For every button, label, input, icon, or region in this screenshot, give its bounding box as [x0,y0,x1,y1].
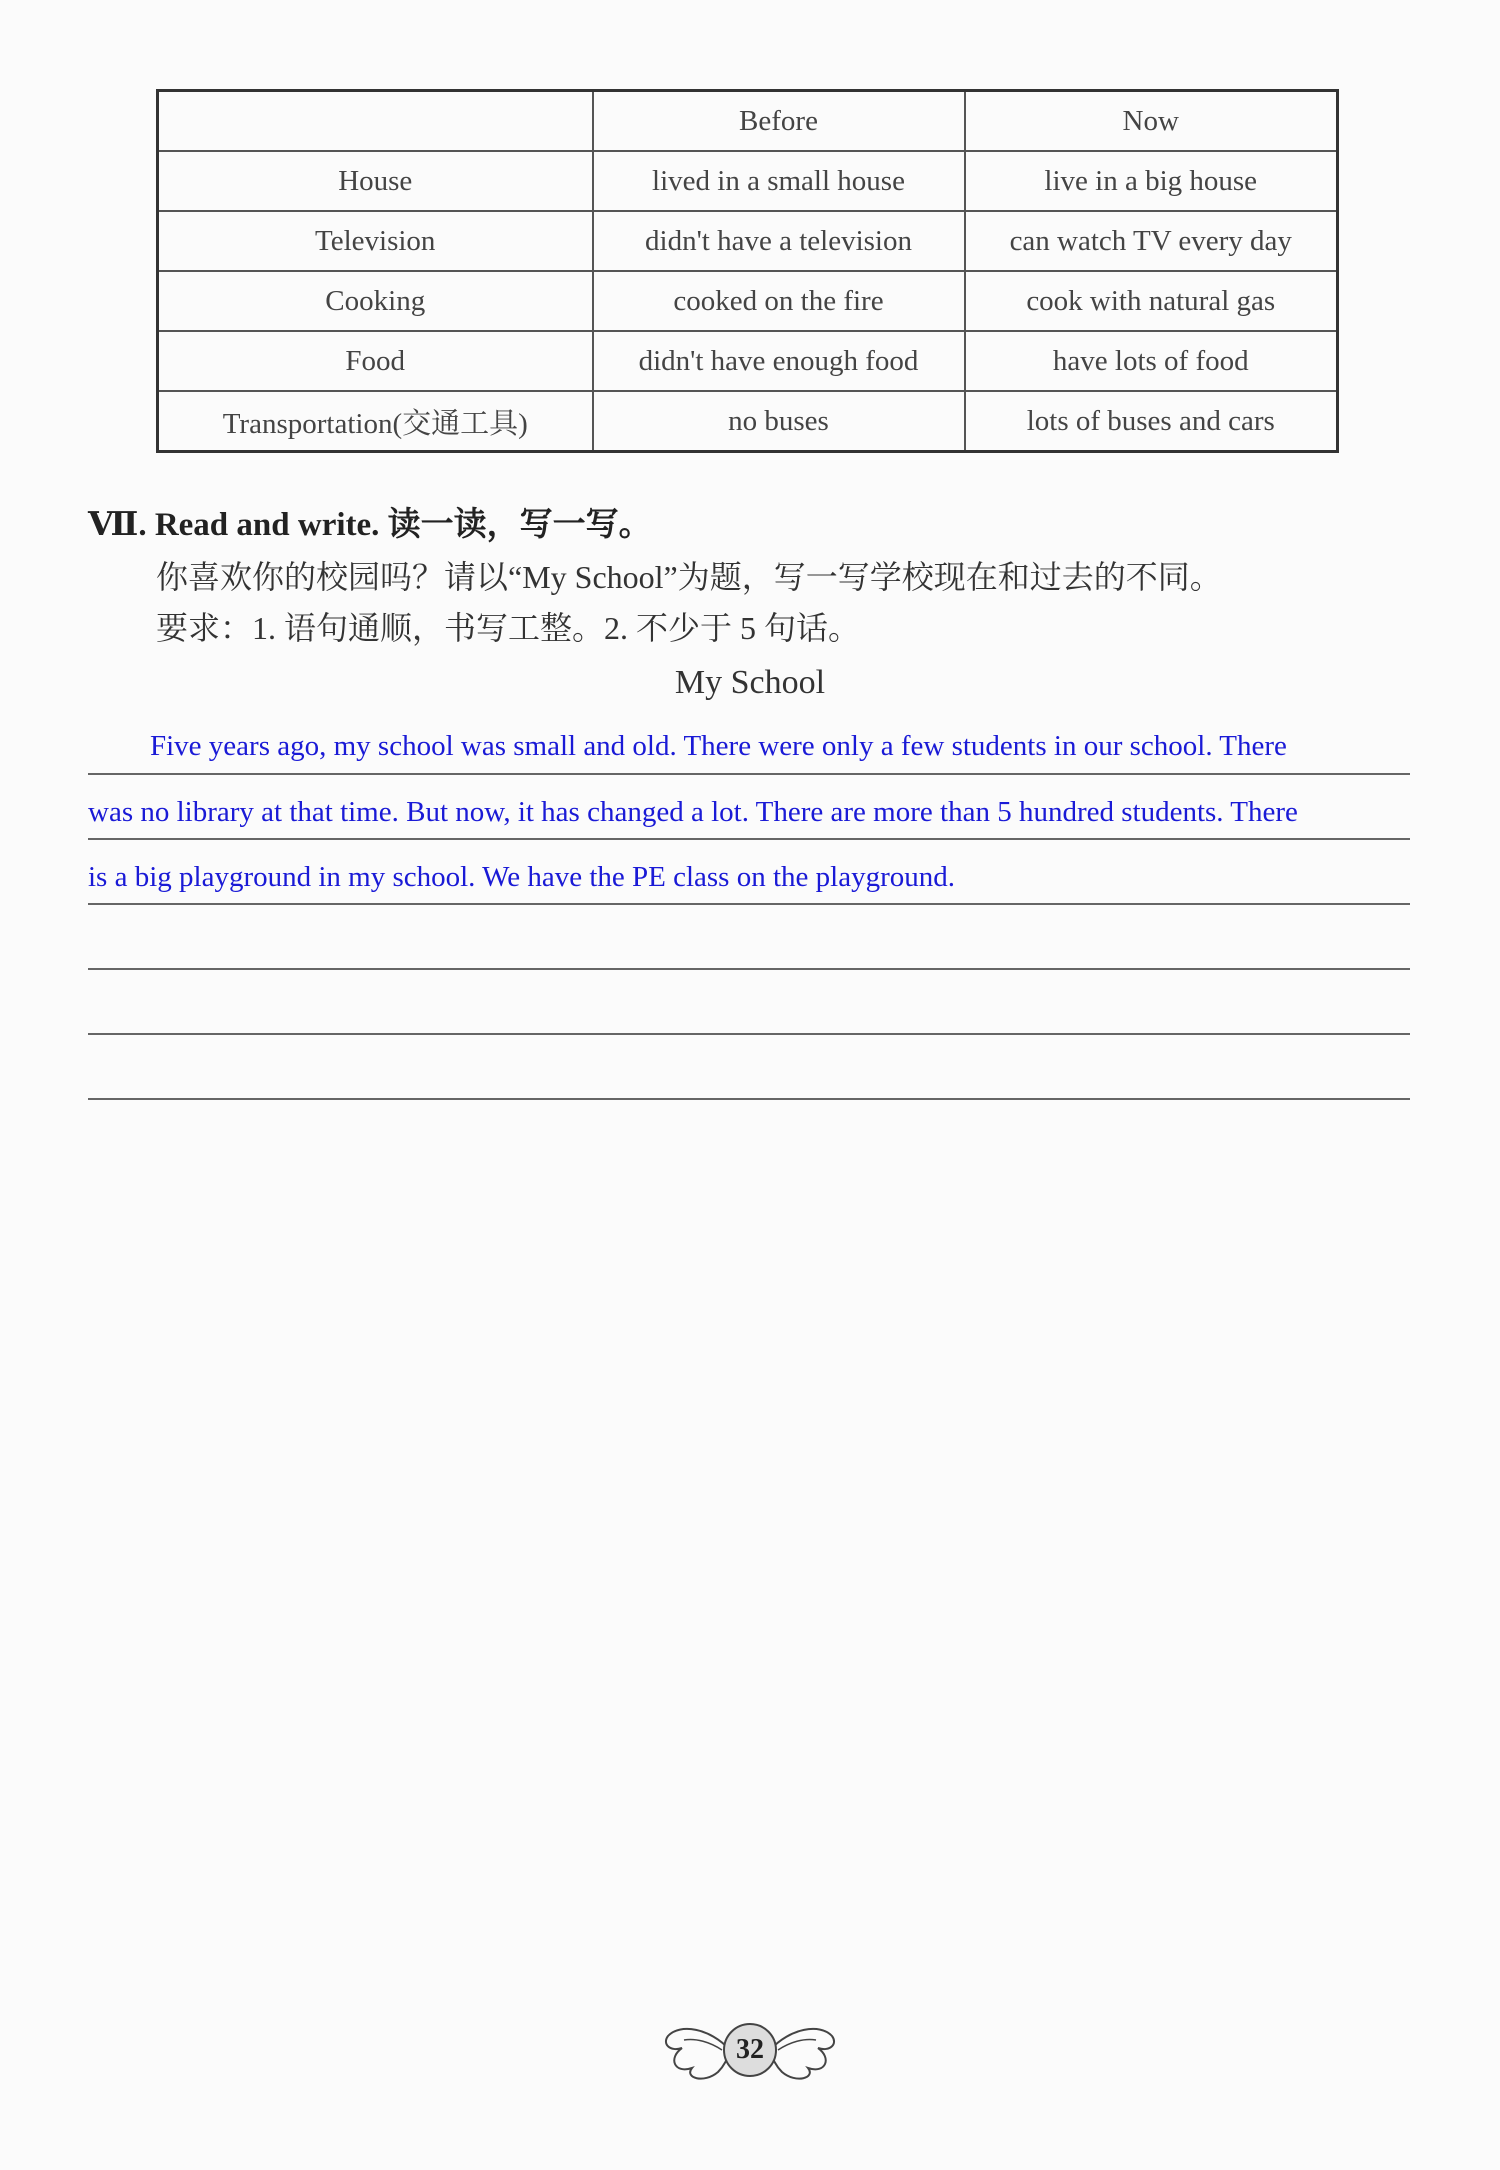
row-label: Cooking [158,271,593,331]
page-number-badge [660,2018,840,2088]
now-cell: live in a big house [965,151,1338,211]
writing-rule [88,773,1410,775]
section-title: Read and write. 读一读，写一写。 [154,507,652,543]
row-label: House [158,151,593,211]
header-blank [158,91,593,152]
essay-line: is a big playground in my school. We have the PE class on the playground. [88,861,955,893]
table-row [158,211,1338,271]
essay-line: was no library at that time. But now, it has changed a lot. There are more than 5 hundred students. There [88,796,1298,828]
writing-rule [88,1033,1410,1035]
table-row [158,331,1338,391]
before-answer-cell: didn't have a television [593,211,965,271]
writing-rule [88,968,1410,970]
writing-rule [88,838,1410,840]
essay-line: Five years ago, my school was small and old. There were only a few students in our school. There [150,730,1287,762]
header-before: Before [593,91,965,152]
section-number: Ⅶ. [88,507,147,543]
table-header-row [158,91,1338,152]
row-label: Television [158,211,593,271]
before-now-table [156,89,1339,453]
table-row [158,151,1338,211]
row-label: Food [158,331,593,391]
now-answer-cell: have lots of food [965,331,1338,391]
now-answer-cell: can watch TV every day [965,211,1338,271]
essay-title: My School [674,664,826,701]
now-answer-cell: cook with natural gas [965,271,1338,331]
row-label: Transportation(交通工具) [158,391,593,452]
before-answer-cell: no buses [593,391,965,452]
before-answer-cell: didn't have enough food [593,331,965,391]
header-now: Now [965,91,1338,152]
before-answer-cell: cooked on the fire [593,271,965,331]
page-number: 32 [736,2034,764,2065]
task-requirements: 要求：1. 语句通顺，书写工整。2. 不少于 5 句话。 [156,610,861,646]
writing-rule [88,903,1410,905]
task-prompt: 你喜欢你的校园吗？请以“My School”为题，写一写学校现在和过去的不同。 [156,559,1222,595]
table-row [158,391,1338,452]
before-cell: lived in a small house [593,151,965,211]
section-heading [88,498,652,545]
writing-rule [88,1098,1410,1100]
now-answer-cell: lots of buses and cars [965,391,1338,452]
table-row [158,271,1338,331]
